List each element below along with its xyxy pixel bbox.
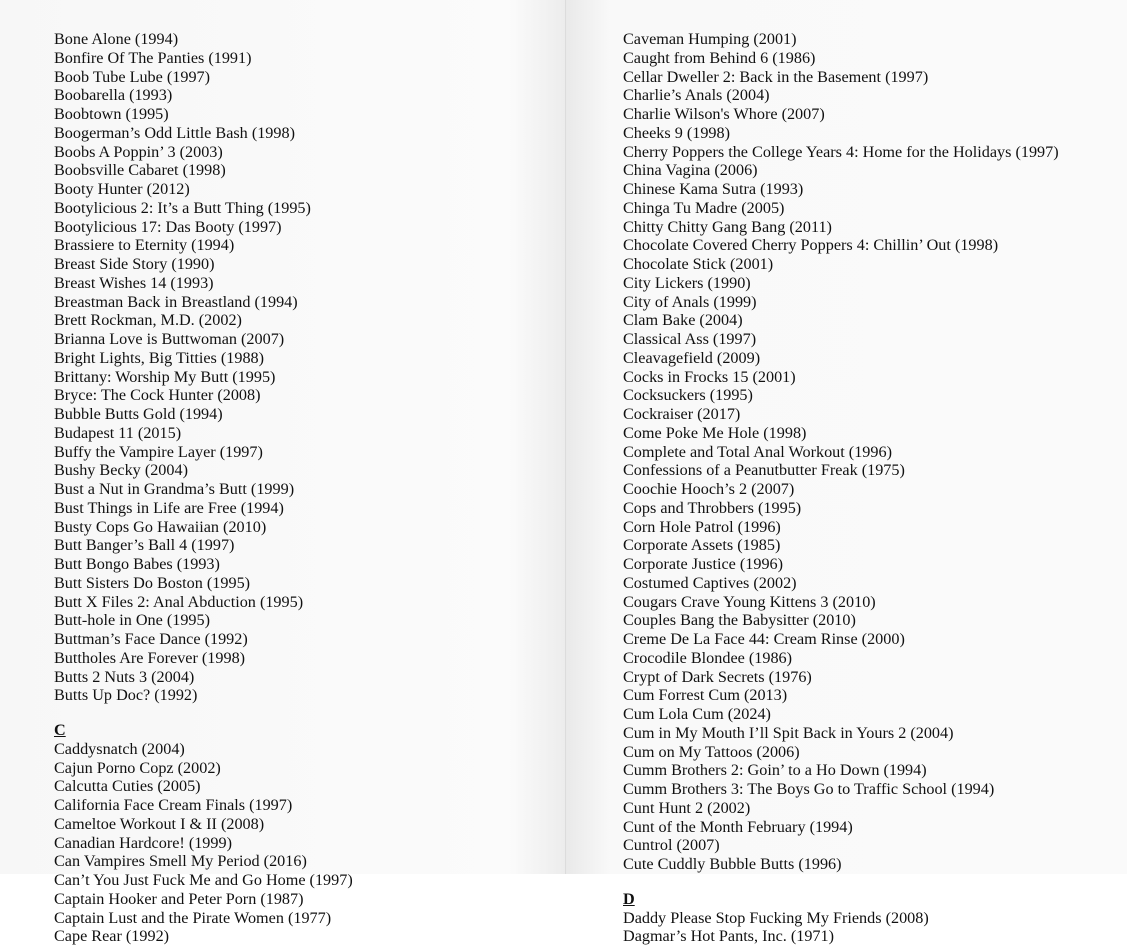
- list-entry: City of Anals (1999): [623, 293, 1059, 312]
- list-entry: Breast Side Story (1990): [54, 255, 353, 274]
- list-entry: Cheeks 9 (1998): [623, 124, 1059, 143]
- list-entry: Bushy Becky (2004): [54, 461, 353, 480]
- list-entry: Can’t You Just Fuck Me and Go Home (1997): [54, 871, 353, 890]
- list-entry: Boobarella (1993): [54, 86, 353, 105]
- list-entry: Buttman’s Face Dance (1992): [54, 630, 353, 649]
- list-entry: Boob Tube Lube (1997): [54, 68, 353, 87]
- list-entry: Can Vampires Smell My Period (2016): [54, 852, 353, 871]
- entries-c-continued-list: [623, 30, 1059, 874]
- list-entry: Crocodile Blondee (1986): [623, 649, 1059, 668]
- right-page: [566, 0, 1127, 874]
- list-entry: California Face Cream Finals (1997): [54, 796, 353, 815]
- section-heading-c: C: [54, 721, 353, 740]
- list-entry: China Vagina (2006): [623, 161, 1059, 180]
- list-entry: Couples Bang the Babysitter (2010): [623, 611, 1059, 630]
- list-entry: Cajun Porno Copz (2002): [54, 759, 353, 778]
- list-entry: Butt-hole in One (1995): [54, 611, 353, 630]
- list-entry: Cougars Crave Young Kittens 3 (2010): [623, 593, 1059, 612]
- list-entry: Cameltoe Workout I & II (2008): [54, 815, 353, 834]
- list-entry: Cellar Dweller 2: Back in the Basement (1997): [623, 68, 1059, 87]
- list-entry: Clam Bake (2004): [623, 311, 1059, 330]
- list-entry: Bootylicious 2: It’s a Butt Thing (1995): [54, 199, 353, 218]
- list-entry: Corporate Assets (1985): [623, 536, 1059, 555]
- list-entry: Butts Up Doc? (1992): [54, 686, 353, 705]
- list-entry: Crypt of Dark Secrets (1976): [623, 668, 1059, 687]
- list-entry: Brittany: Worship My Butt (1995): [54, 368, 353, 387]
- entries-d-list: [623, 909, 1059, 946]
- list-entry: Boobs A Poppin’ 3 (2003): [54, 143, 353, 162]
- list-entry: Chinga Tu Madre (2005): [623, 199, 1059, 218]
- list-entry: Cocks in Frocks 15 (2001): [623, 368, 1059, 387]
- list-entry: Cute Cuddly Bubble Butts (1996): [623, 855, 1059, 874]
- list-entry: Cum in My Mouth I’ll Spit Back in Yours 2 (2004): [623, 724, 1059, 743]
- list-entry: Cleavagefield (2009): [623, 349, 1059, 368]
- list-entry: Bonfire Of The Panties (1991): [54, 49, 353, 68]
- list-entry: Chinese Kama Sutra (1993): [623, 180, 1059, 199]
- list-entry: Complete and Total Anal Workout (1996): [623, 443, 1059, 462]
- list-entry: Brett Rockman, M.D. (2002): [54, 311, 353, 330]
- list-entry: Butt X Files 2: Anal Abduction (1995): [54, 593, 353, 612]
- list-entry: Cape Rear (1992): [54, 927, 353, 946]
- list-entry: Boogerman’s Odd Little Bash (1998): [54, 124, 353, 143]
- entries-b-list: [54, 30, 353, 705]
- list-entry: Corn Hole Patrol (1996): [623, 518, 1059, 537]
- list-entry: Classical Ass (1997): [623, 330, 1059, 349]
- list-entry: Cockraiser (2017): [623, 405, 1059, 424]
- list-entry: Chitty Chitty Gang Bang (2011): [623, 218, 1059, 237]
- list-entry: Bryce: The Cock Hunter (2008): [54, 386, 353, 405]
- list-entry: Busty Cops Go Hawaiian (2010): [54, 518, 353, 537]
- list-entry: Cumm Brothers 2: Goin’ to a Ho Down (1994): [623, 761, 1059, 780]
- list-entry: Cunt Hunt 2 (2002): [623, 799, 1059, 818]
- list-entry: Cum on My Tattoos (2006): [623, 743, 1059, 762]
- list-entry: Cumm Brothers 3: The Boys Go to Traffic School (1994): [623, 780, 1059, 799]
- list-entry: Canadian Hardcore! (1999): [54, 834, 353, 853]
- list-entry: Captain Hooker and Peter Porn (1987): [54, 890, 353, 909]
- list-entry: Cocksuckers (1995): [623, 386, 1059, 405]
- left-column: [54, 30, 353, 946]
- list-entry: Cum Forrest Cum (2013): [623, 686, 1059, 705]
- list-entry: Buttholes Are Forever (1998): [54, 649, 353, 668]
- list-entry: Boobsville Cabaret (1998): [54, 161, 353, 180]
- list-entry: Chocolate Covered Cherry Poppers 4: Chillin’ Out (1998): [623, 236, 1059, 255]
- list-entry: Cherry Poppers the College Years 4: Home for the Holidays (1997): [623, 143, 1059, 162]
- list-entry: Caught from Behind 6 (1986): [623, 49, 1059, 68]
- right-column: [623, 30, 1059, 946]
- list-entry: Come Poke Me Hole (1998): [623, 424, 1059, 443]
- entries-c-list: [54, 740, 353, 946]
- list-entry: Cunt of the Month February (1994): [623, 818, 1059, 837]
- list-entry: Costumed Captives (2002): [623, 574, 1059, 593]
- list-entry: Bright Lights, Big Titties (1988): [54, 349, 353, 368]
- list-entry: Confessions of a Peanutbutter Freak (1975): [623, 461, 1059, 480]
- list-entry: Coochie Hooch’s 2 (2007): [623, 480, 1059, 499]
- list-entry: Butts 2 Nuts 3 (2004): [54, 668, 353, 687]
- list-entry: Cops and Throbbers (1995): [623, 499, 1059, 518]
- list-entry: Buffy the Vampire Layer (1997): [54, 443, 353, 462]
- list-entry: Bubble Butts Gold (1994): [54, 405, 353, 424]
- list-entry: Butt Sisters Do Boston (1995): [54, 574, 353, 593]
- list-entry: Chocolate Stick (2001): [623, 255, 1059, 274]
- list-entry: Caddysnatch (2004): [54, 740, 353, 759]
- list-entry: Brassiere to Eternity (1994): [54, 236, 353, 255]
- list-entry: Daddy Please Stop Fucking My Friends (2008): [623, 909, 1059, 928]
- section-heading-d: D: [623, 890, 1059, 909]
- list-entry: Brianna Love is Buttwoman (2007): [54, 330, 353, 349]
- list-entry: Charlie’s Anals (2004): [623, 86, 1059, 105]
- list-entry: Corporate Justice (1996): [623, 555, 1059, 574]
- list-entry: Bust a Nut in Grandma’s Butt (1999): [54, 480, 353, 499]
- list-entry: Cuntrol (2007): [623, 836, 1059, 855]
- list-entry: Charlie Wilson's Whore (2007): [623, 105, 1059, 124]
- list-entry: Calcutta Cuties (2005): [54, 777, 353, 796]
- list-entry: Breastman Back in Breastland (1994): [54, 293, 353, 312]
- list-entry: Butt Banger’s Ball 4 (1997): [54, 536, 353, 555]
- list-entry: Dagmar’s Hot Pants, Inc. (1971): [623, 927, 1059, 946]
- list-entry: Bust Things in Life are Free (1994): [54, 499, 353, 518]
- list-entry: Breast Wishes 14 (1993): [54, 274, 353, 293]
- list-entry: Captain Lust and the Pirate Women (1977): [54, 909, 353, 928]
- left-page: [0, 0, 566, 874]
- list-entry: Cum Lola Cum (2024): [623, 705, 1059, 724]
- list-entry: Budapest 11 (2015): [54, 424, 353, 443]
- list-entry: Butt Bongo Babes (1993): [54, 555, 353, 574]
- list-entry: Creme De La Face 44: Cream Rinse (2000): [623, 630, 1059, 649]
- list-entry: Bone Alone (1994): [54, 30, 353, 49]
- list-entry: Booty Hunter (2012): [54, 180, 353, 199]
- list-entry: Boobtown (1995): [54, 105, 353, 124]
- list-entry: Bootylicious 17: Das Booty (1997): [54, 218, 353, 237]
- list-entry: Caveman Humping (2001): [623, 30, 1059, 49]
- list-entry: City Lickers (1990): [623, 274, 1059, 293]
